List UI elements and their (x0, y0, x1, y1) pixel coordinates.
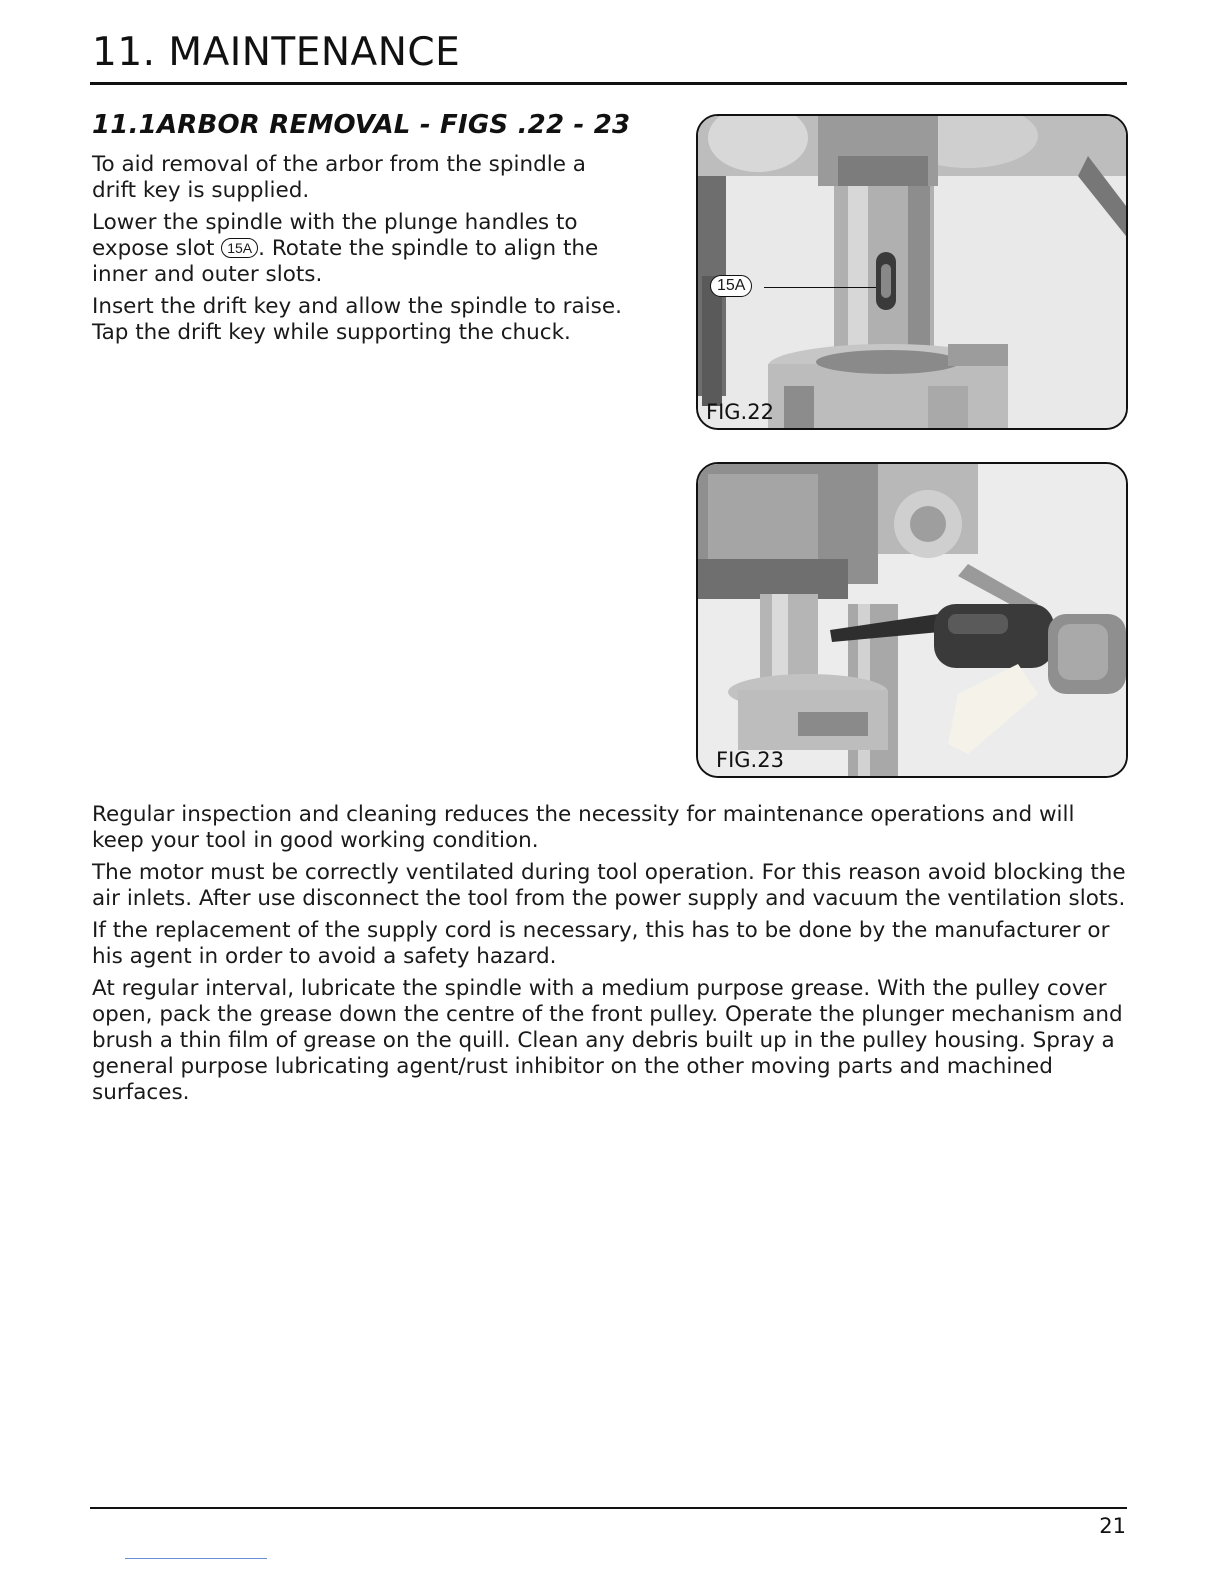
page-number: 21 (1099, 1514, 1126, 1538)
slot-callout-15a: 15A (710, 275, 752, 297)
footer-rule (90, 1507, 1127, 1509)
intro-paragraph-1: To aid removal of the arbor from the spindle a drift key is supplied. (92, 152, 586, 203)
intro-paragraph-2 (92, 210, 632, 288)
body-paragraph-1: Regular inspection and cleaning reduces the necessity for maintenance operations and will keep your tool in good working condition. (92, 802, 1075, 853)
slot-callout-inline: 15A (221, 238, 258, 258)
title-rule (90, 82, 1127, 85)
figure-22 (696, 114, 1128, 430)
body-paragraph-3: If the replacement of the supply cord is necessary, this has to be done by the manufacturer or his agent in order to avoid a safety hazard. (92, 918, 1110, 969)
body-paragraph-2: The motor must be correctly ventilated during tool operation. For this reason avoid blocking the air inlets. After use disconnect the tool from the power supply and vacuum the ventilation slots. (92, 860, 1126, 911)
spindle-photo (698, 116, 1126, 428)
callout-leader-line (764, 287, 876, 288)
intro-text (92, 152, 632, 352)
page-title: 11. MAINTENANCE (92, 30, 461, 75)
footer-blue-line (125, 1558, 267, 1559)
drift-key-photo (698, 464, 1126, 776)
intro-paragraph-3: Insert the drift key and allow the spindle to raise. Tap the drift key while supporting the chuck. (92, 294, 622, 345)
intro-paragraph-2-start: Lower the spindle with the plunge handles to expose slot (92, 210, 578, 261)
section-heading: 11.1ARBOR REMOVAL - FIGS .22 - 23 (92, 110, 631, 140)
figure-23-label: FIG.23 (716, 748, 784, 772)
figure-23 (696, 462, 1128, 778)
body-paragraph-4: At regular interval, lubricate the spindle with a medium purpose grease. With the pulley cover open, pack the grease down the centre of the front pulley. Operate the plunger mechanism and brush a thin film of grease on the quill. Clean any debris built up in the pulley housing. Spray a general purpose lubricating agent/rust inhibitor on the other moving parts and machined surfaces. (92, 976, 1123, 1105)
maintenance-body (92, 802, 1128, 1112)
figure-22-label: FIG.22 (706, 400, 774, 424)
intro-paragraph-2-end: . Rotate the spindle to align the inner and outer slots. (92, 236, 599, 287)
